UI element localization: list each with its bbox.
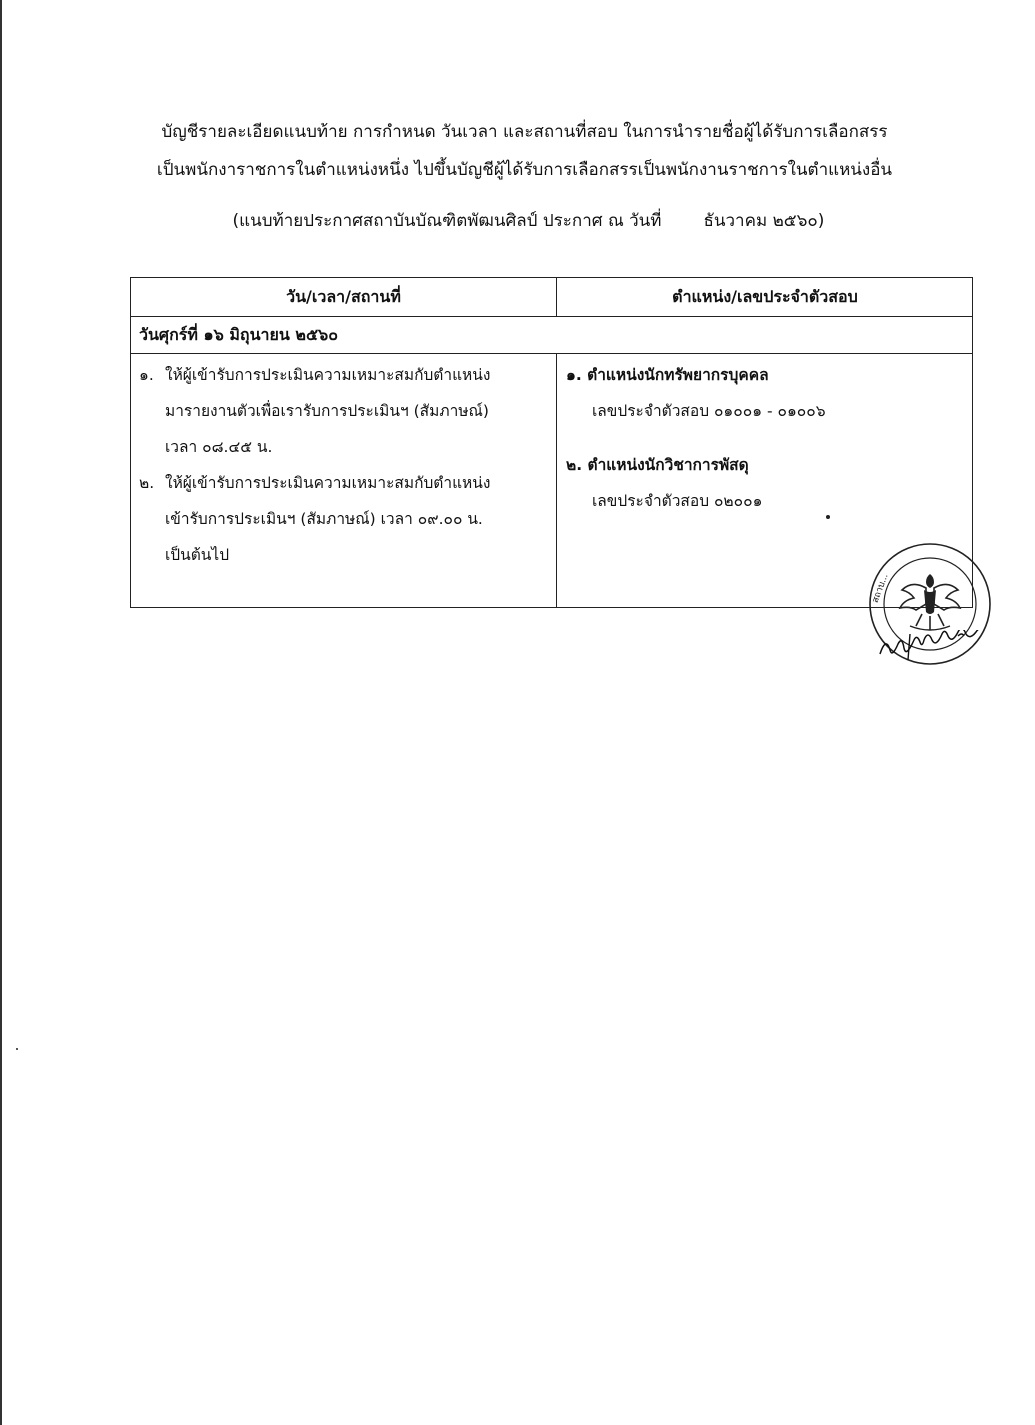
ink-dot [826,515,830,519]
table-row-divider [131,353,972,354]
table-column-divider [556,353,557,607]
table-column-divider [556,278,557,316]
schedule-item-number: ๒. [139,474,155,492]
column-header-datetime-place: วัน/เวลา/สถานที่ [286,287,401,306]
schedule-item-line: มารายงานตัวเพื่อเรารับการประเมินฯ (สัมภาษณ์) [165,402,489,420]
position-title: ๑. ตำแหน่งนักทรัพยากรบุคคล [566,366,769,384]
exam-id-range: เลขประจำตัวสอบ ๐๑๐๐๑ - ๐๑๐๐๖ [592,402,826,420]
schedule-item [139,465,549,573]
schedule-item-line: ให้ผู้เข้ารับการประเมินความเหมาะสมกับตำแหน่ง [165,366,491,384]
exam-id-range: เลขประจำตัวสอบ ๐๒๐๐๑ [592,492,763,510]
schedule-item-line: เข้ารับการประเมินฯ (สัมภาษณ์) เวลา ๐๙.๐๐ น. [165,510,483,528]
position-list [566,357,964,519]
subtitle-month-year: ธันวาคม ๒๕๖๐) [703,211,825,231]
scan-speck [16,1048,18,1050]
schedule-item-line: เวลา ๐๘.๔๕ น. [165,438,273,456]
schedule-list [139,357,549,573]
signature-icon [876,630,998,662]
seal-text: สถาบ... [870,572,891,605]
document-subtitle [0,209,1035,233]
position-title: ๒. ตำแหน่งนักวิชาการพัสดุ [566,456,749,474]
schedule-item-line: เป็นต้นไป [165,546,230,564]
schedule-table [130,277,973,608]
schedule-item [139,357,549,465]
document-title-line-2: เป็นพนักงาราชการในตำแหน่งหนึ่ง ไปขึ้นบัญชีผู้ได้รับการเลือกสรรเป็นพนักงานราชการในตำแหน่งอื่น [156,160,893,180]
column-header-position-exam-id: ตำแหน่ง/เลขประจำตัวสอบ [672,287,858,306]
spacer [566,429,964,447]
exam-day: วันศุกร์ที่ ๑๖ มิถุนายน ๒๕๖๐ [139,325,338,344]
document-title-line-1: บัญชีรายละเอียดแนบท้าย การกำหนด วันเวลา และสถานที่สอบ ในการนำรายชื่อผู้ได้รับการเลือกสรร [161,122,888,142]
schedule-item-line: ให้ผู้เข้ารับการประเมินความเหมาะสมกับตำแหน่ง [165,474,491,492]
subtitle-text: (แนบท้ายประกาศสถาบันบัณฑิตพัฒนศิลป์ ประกาศ ณ วันที่ [232,211,662,231]
schedule-item-number: ๑. [139,366,154,384]
